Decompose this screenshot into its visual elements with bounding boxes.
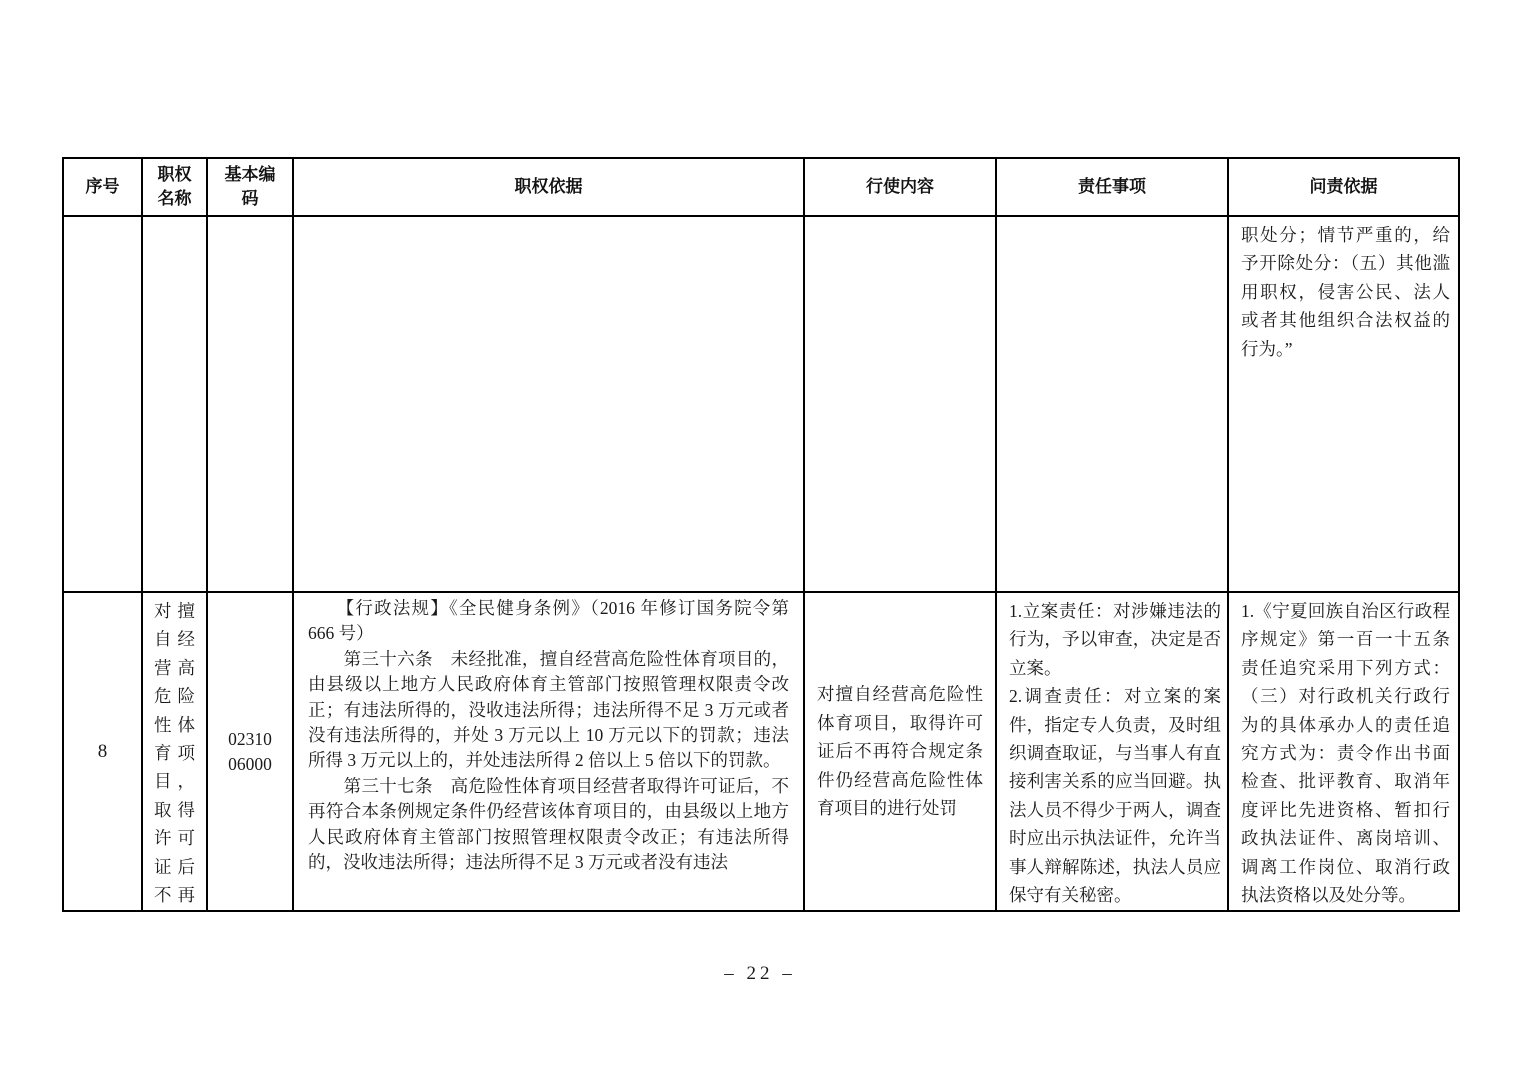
- header-cell-power-basis: 职权依据: [293, 158, 804, 216]
- cell-empty-basis: [293, 216, 804, 592]
- cell-row8-accountability-basis: 1.《宁夏回族自治区行政程序规定》第一百一十五条责任追究采用下列方式：（三）对行政机关行政行为的具体承办人的责任追究方式为：责令作出书面检查、批评教育、取消年度评比先进资格、暂扣行政执法证件、离岗培训、调离工作岗位、取消行政执法资格以及处分等。: [1228, 592, 1459, 911]
- table-row-continuation: [63, 216, 1459, 592]
- cell-row8-power-name: 对 擅 自 经 营 高 危 险 性 体 育 项 目 ， 取 得 许 可 证 后 不 再: [142, 592, 207, 911]
- cell-row8-serial-number: 8: [63, 592, 142, 911]
- header-cell-accountability-basis: 问责依据: [1228, 158, 1459, 216]
- cell-continuation-accountability: 职处分；情节严重的，给予开除处分：（五）其他滥用职权，侵害公民、法人或者其他组织合法权益的行为。”: [1228, 216, 1459, 592]
- power-responsibility-table: [62, 157, 1460, 912]
- cell-row8-power-basis: 【行政法规】《全民健身条例》（2016 年修订国务院令第 666 号） 第三十六条 未经批准，擅自经营高危险性体育项目的，由县级以上地方人民政府体育主管部门按照管理权限责令改正；有违法所得的，没收违法所得；违法所得不足 3 万元或者没有违法所得的，并处 3 万元以上 10 万元以下的罚款；违法所得 3 万元以上的，并处违法所得 2 倍以上 5 倍以下的罚款。 第三十七条 高危险性体育项目经营者取得许可证后，不再符合本条例规定条件仍经营该体育项目的，由县级以上地方人民政府体育主管部门按照管理权限责令改正；有违法所得的，没收违法所得；违法所得不足 3 万元或者没有违法: [293, 592, 804, 911]
- page-number: – 22 –: [724, 963, 796, 984]
- header-cell-power-name: 职权 名称: [142, 158, 207, 216]
- header-cell-exercise-content: 行使内容: [804, 158, 996, 216]
- cell-empty-name: [142, 216, 207, 592]
- header-cell-basic-code: 基本编 码: [207, 158, 293, 216]
- cell-empty-duty: [996, 216, 1228, 592]
- header-cell-responsibility-items: 责任事项: [996, 158, 1228, 216]
- cell-empty-code: [207, 216, 293, 592]
- table-header-row: [63, 158, 1459, 216]
- header-cell-serial-number: 序号: [63, 158, 142, 216]
- cell-empty-content: [804, 216, 996, 592]
- cell-row8-responsibility-items: 1.立案责任：对涉嫌违法的行为，予以审查，决定是否立案。 2.调查责任：对立案的案件，指定专人负责，及时组织调查取证，与当事人有直接利害关系的应当回避。执法人员不得少于两人，调查时应出示执法证件，允许当事人辩解陈述，执法人员应保守有关秘密。: [996, 592, 1228, 911]
- cell-row8-exercise-content: 对擅自经营高危险性体育项目，取得许可证后不再符合规定条件仍经营高危险性体育项目的进行处罚: [804, 592, 996, 911]
- cell-row8-basic-code: 02310 06000: [207, 592, 293, 911]
- cell-empty-serial: [63, 216, 142, 592]
- table-row-item-8: [63, 592, 1459, 911]
